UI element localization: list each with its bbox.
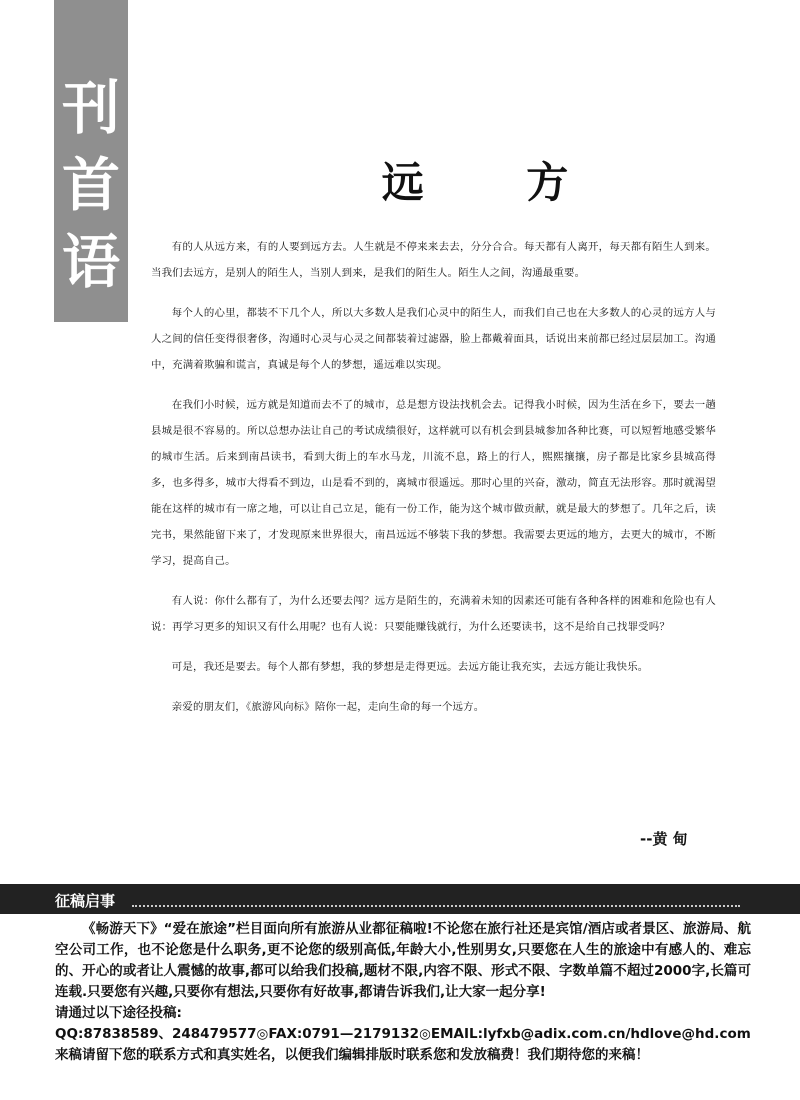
section-tab	[54, 0, 128, 322]
article-title: 远 方	[381, 158, 613, 207]
call-for-submissions-title: 征稿启事	[55, 892, 116, 910]
article-body	[151, 234, 716, 734]
contact-info: QQ:87838589、248479577◎FAX:0791—2179132◎EMAIL:lyfxb@adix.com.cn/hdlove@hd.com	[55, 1026, 751, 1042]
call-paragraph: 《畅游天下》“爱在旅途”栏目面向所有旅游从业都征稿啦!不论您在旅行社还是宾馆/酒店或者景区、旅游局、航空公司工作，也不论您是什么职务,更不论您的级别高低,年龄大小,性别男女,只要您在人生的旅途中有感人的、难忘的、开心的或者让人震憾的故事,都可以给我们投稿,题材不限,内容不限、形式不限、字数单篇不超过2000字,长篇可连载.只要您有兴趣,只要你有想法,只要你有好故事,都请告诉我们,让大家一起分享!	[55, 921, 751, 1000]
dotted-leader	[132, 893, 740, 907]
section-tab-label	[54, 70, 128, 301]
submission-channels-label: 请通过以下途径投稿:	[55, 1005, 182, 1021]
author-signature: --黄 甸	[640, 830, 688, 848]
section-tab-glyph: 首	[61, 151, 120, 219]
section-tab-glyph: 语	[61, 228, 120, 296]
call-for-submissions-body	[55, 919, 751, 1066]
section-tab-glyph: 刊	[61, 74, 120, 142]
article-paragraph: 在我们小时候，远方就是知道而去不了的城市，总是想方设法找机会去。记得我小时候，因为生活在乡下，要去一趟县城是很不容易的。所以总想办法让自己的考试成绩很好，这样就可以有机会到县城参加各种比赛，可以短暂地感受繁华的城市生活。后来到南昌读书，看到大街上的车水马龙，川流不息，路上的行人，熙熙攘攘，房子都是比家乡县城高得多，也多得多，城市大得看不到边，山是看不到的，离城市很遥远。那时心里的兴奋，激动，简直无法形容。那时就渴望能在这样的城市有一席之地，可以让自己立足，能有一份工作，能为这个城市做贡献，就是最大的梦想了。几年之后，读完书，果然能留下来了，才发现原来世界很大，南昌远远不够装下我的梦想。我需要去更远的地方，去更大的城市，不断学习，提高自己。	[151, 399, 716, 567]
article-paragraph: 可是，我还是要去。每个人都有梦想，我的梦想是走得更远。去远方能让我充实，去远方能让我快乐。	[171, 661, 649, 673]
closing-note: 来稿请留下您的联系方式和真实姓名，以便我们编辑排版时联系您和发放稿费！我们期待您的来稿！	[55, 1047, 649, 1063]
article-paragraph: 有的人从远方来，有的人要到远方去。人生就是不停来来去去，分分合合。每天都有人离开，每天都有陌生人到来。当我们去远方，是别人的陌生人，当别人到来，是我们的陌生人。陌生人之间，沟通最重要。	[151, 241, 716, 279]
article-paragraph: 每个人的心里，都装不下几个人，所以大多数人是我们心灵中的陌生人，而我们自己也在大多数人的心灵的远方人与人之间的信任变得很奢侈，沟通时心灵与心灵之间都装着过滤器，脸上都戴着面具，话说出来前都已经过层层加工。沟通中，充满着欺骗和谎言，真诚是每个人的梦想，遥远难以实现。	[151, 307, 716, 371]
call-for-submissions-header	[0, 884, 800, 914]
article-paragraph: 有人说：你什么都有了，为什么还要去闯？远方是陌生的，充满着未知的因素还可能有各种各样的困难和危险也有人说：再学习更多的知识又有什么用呢？也有人说：只要能赚钱就行，为什么还要读书，这不是给自己找罪受吗？	[151, 595, 716, 633]
article-paragraph: 亲爱的朋友们，《旅游风向标》陪你一起，走向生命的每一个远方。	[171, 701, 485, 713]
